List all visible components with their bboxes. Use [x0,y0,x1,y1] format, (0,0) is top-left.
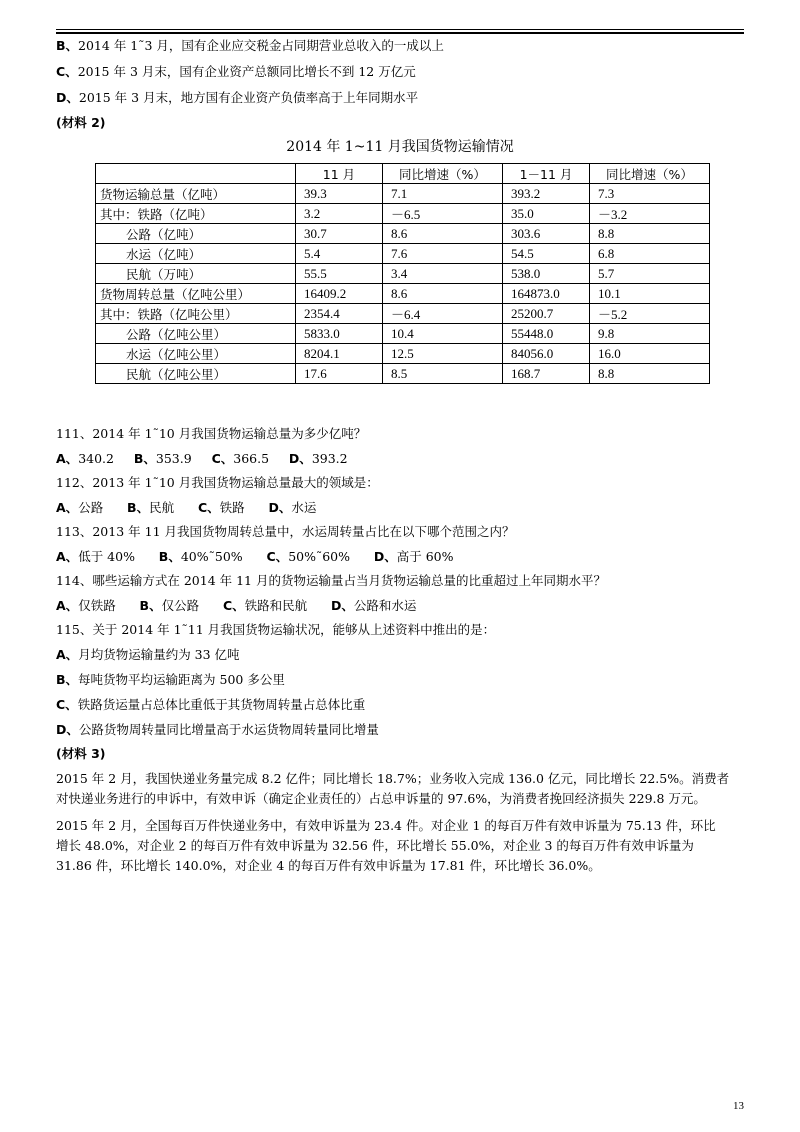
table-row [96,324,710,344]
table-cell: 8.6 [383,284,503,304]
table-cell: 8.8 [590,364,710,384]
table-cell: 2354.4 [296,304,383,324]
question-113-options: A、低于 40% B、40%˜50% C、50%˜60% D、高于 60% [56,549,454,564]
row-label: 水运（亿吨） [96,244,296,264]
option-c-top: C、2015 年 3 月末，国有企业资产总额同比增长不到 12 万亿元 [56,64,416,79]
table-cell: 6.8 [590,244,710,264]
table-cell: 5.4 [296,244,383,264]
question-111-options: A、340.2 B、353.9 C、366.5 D、393.2 [56,451,348,466]
table-cell: 3.2 [296,204,383,224]
table-cell: 538.0 [503,264,590,284]
table-cell: 7.6 [383,244,503,264]
row-label: 公路（亿吨公里） [96,324,296,344]
table-cell: 39.3 [296,184,383,204]
question-115-option-a: A、月均货物运输量约为 33 亿吨 [56,647,240,662]
header-rule-top [56,29,744,30]
table-row [96,304,710,324]
table-cell: －5.2 [590,304,710,324]
row-label: 公路（亿吨） [96,224,296,244]
table-row [96,264,710,284]
question-113: 113、2013 年 11 月我国货物周转总量中，水运周转量占比在以下哪个范围之内？ [56,524,515,539]
table-cell: 16.0 [590,344,710,364]
question-115-option-b: B、每吨货物平均运输距离为 500 多公里 [56,672,285,687]
table-cell: 16409.2 [296,284,383,304]
table-cell: 5833.0 [296,324,383,344]
row-label: 其中：铁路（亿吨） [96,204,296,224]
table-row [96,244,710,264]
table-cell: －3.2 [590,204,710,224]
table-cell: 8.6 [383,224,503,244]
question-114-options: A、仅铁路 B、仅公路 C、铁路和民航 D、公路和水运 [56,598,417,613]
table-header-row [96,164,710,184]
row-label: 其中：铁路（亿吨公里） [96,304,296,324]
table-cell: 54.5 [503,244,590,264]
table-cell: 5.7 [590,264,710,284]
question-115: 115、关于 2014 年 1˜11 月我国货物运输状况，能够从上述资料中推出的是： [56,622,496,637]
question-115-option-d: D、公路货物周转量同比增量高于水运货物周转量同比增量 [56,722,379,737]
table-cell: 35.0 [503,204,590,224]
table-cell: 303.6 [503,224,590,244]
header-rule-bottom [56,32,744,34]
table-cell: 30.7 [296,224,383,244]
table-header-cell [96,164,296,184]
table-header-cell: 11 月 [296,164,383,184]
table-cell: 7.3 [590,184,710,204]
table-cell: 10.1 [590,284,710,304]
row-label: 水运（亿吨公里） [96,344,296,364]
question-112: 112、2013 年 1˜10 月我国货物运输总量最大的领域是： [56,475,379,490]
table-cell: 17.6 [296,364,383,384]
option-d-top: D、2015 年 3 月末，地方国有企业资产负债率高于上年同期水平 [56,90,419,105]
question-114: 114、哪些运输方式在 2014 年 11 月的货物运输量占当月货物运输总量的比重超过上年同期水平？ [56,573,606,588]
table-cell: 84056.0 [503,344,590,364]
table-header-cell: 同比增速（%） [383,164,503,184]
table-header-cell: 1－11 月 [503,164,590,184]
row-label: 民航（万吨） [96,264,296,284]
table-cell: 168.7 [503,364,590,384]
question-111: 111、2014 年 1˜10 月我国货物运输总量为多少亿吨？ [56,426,367,441]
table-cell: 3.4 [383,264,503,284]
table-cell: －6.5 [383,204,503,224]
table-cell: 8.8 [590,224,710,244]
question-112-options: A、公路 B、民航 C、铁路 D、水运 [56,500,317,515]
row-label: 民航（亿吨公里） [96,364,296,384]
table-caption: 2014 年 1~11 月我国货物运输情况 [286,139,514,155]
option-b-top: B、2014 年 1˜3 月，国有企业应交税金占同期营业总收入的一成以上 [56,38,444,53]
table-row [96,224,710,244]
table-row [96,204,710,224]
row-label: 货物运输总量（亿吨） [96,184,296,204]
table-row [96,344,710,364]
material-3-paragraph-2: 2015 年 2 月，全国每百万件快递业务中，有效申诉量为 23.4 件。对企业 1 的每百万件有效申诉量为 75.13 件，环比 增长 48.0%，对企业 2 的每百万件有效申诉量为 32.56 件，环比增长 55.0%，对企业 3 的每百万件有效申诉量为 31.86 件，环比增长 140.0%，对企业 4 的每百万件有效申诉量为 17.81 件，环比增长 36.0%。 [56,818,716,873]
table-row [96,284,710,304]
material-3-label: (材料 3) [56,746,106,761]
table-cell: 7.1 [383,184,503,204]
table-cell: 8.5 [383,364,503,384]
table-cell: 8204.1 [296,344,383,364]
table-row [96,364,710,384]
table-cell: 12.5 [383,344,503,364]
question-115-option-c: C、铁路货运量占总体比重低于其货物周转量占总体比重 [56,697,366,712]
table-cell: 10.4 [383,324,503,344]
page-number: 13 [733,1100,744,1112]
row-label: 货物周转总量（亿吨公里） [96,284,296,304]
freight-table [95,163,710,384]
material-2-label: (材料 2) [56,115,106,130]
table-cell: 393.2 [503,184,590,204]
table-header-cell: 同比增速（%） [590,164,710,184]
table-cell: 164873.0 [503,284,590,304]
table-row [96,184,710,204]
table-cell: 55.5 [296,264,383,284]
table-cell: 55448.0 [503,324,590,344]
table-cell: －6.4 [383,304,503,324]
table-cell: 25200.7 [503,304,590,324]
table-cell: 9.8 [590,324,710,344]
material-3-paragraph-1: 2015 年 2 月，我国快递业务量完成 8.2 亿件；同比增长 18.7%；业务收入完成 136.0 亿元，同比增长 22.5%。消费者 对快递业务进行的申诉中，有效申诉（确定企业责任的）占总申诉量的 97.6%，为消费者挽回经济损失 229.8 万元。 [56,771,730,806]
